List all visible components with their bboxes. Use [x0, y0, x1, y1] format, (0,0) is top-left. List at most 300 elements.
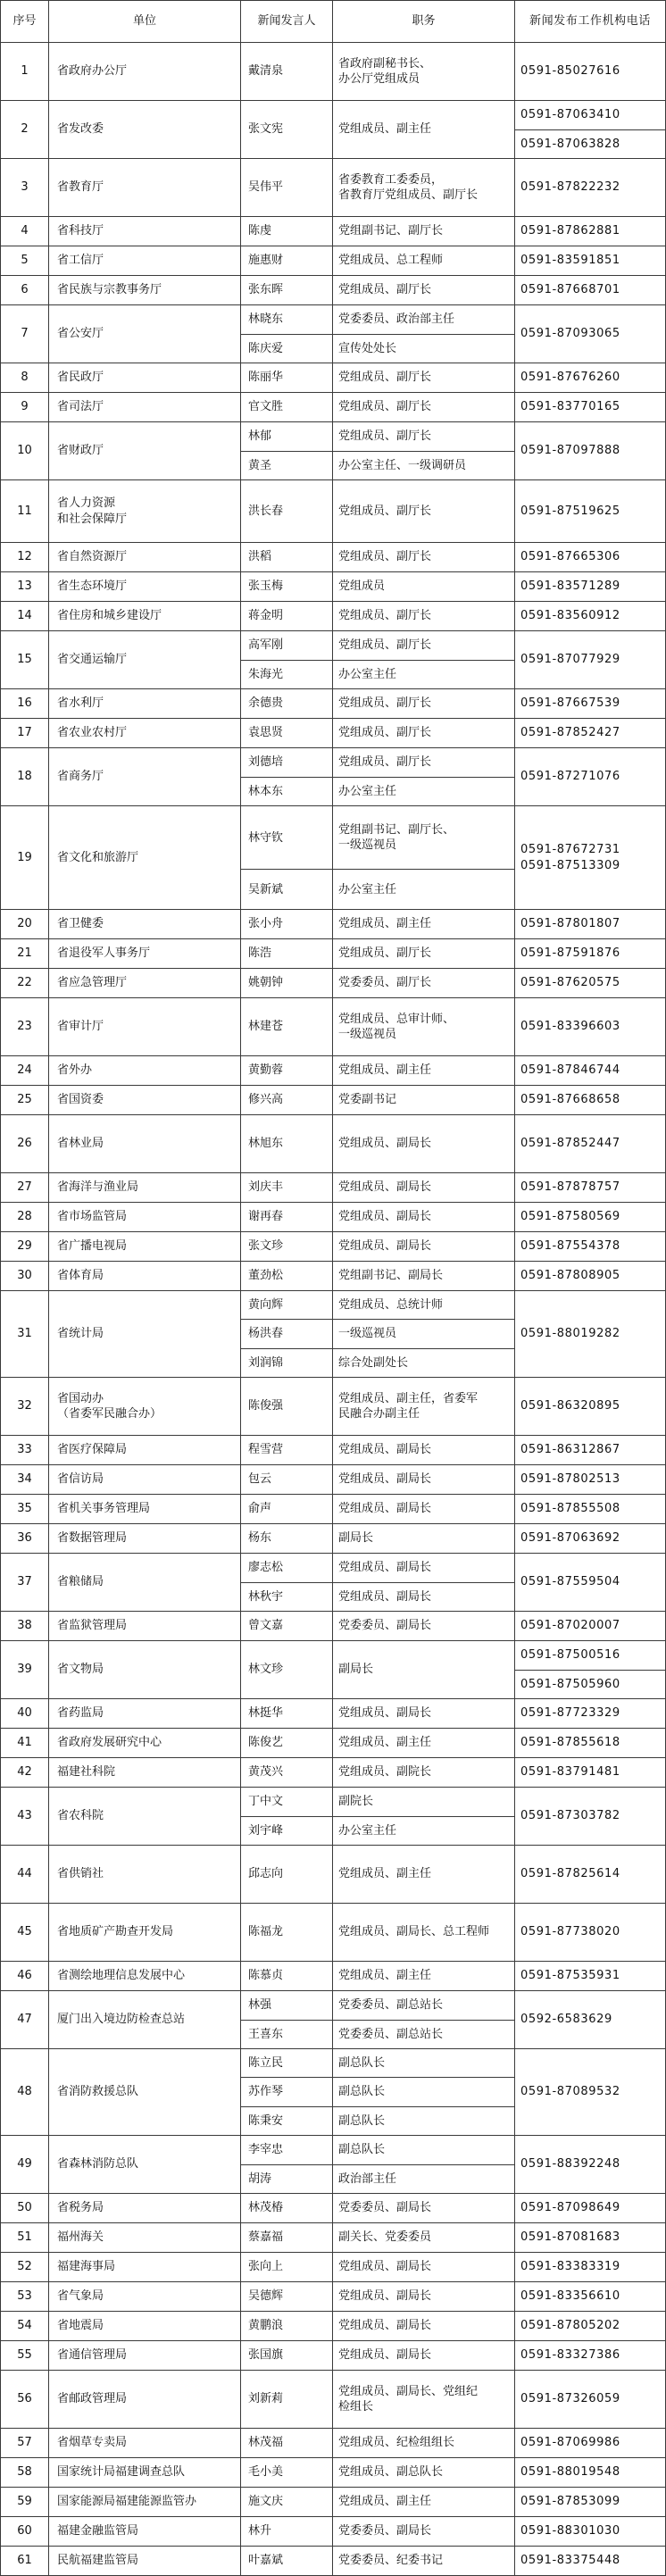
phone-number: 0591-87667539	[520, 696, 620, 711]
spokesperson-group	[241, 1554, 515, 1612]
spokesperson-name-cell	[241, 1524, 333, 1554]
unit-cell	[49, 363, 241, 393]
spokesperson-name: 陈慕贞	[248, 1969, 284, 1983]
spokesperson-name: 程雪营	[248, 1443, 284, 1457]
position-cell	[333, 1758, 515, 1788]
phone-number: 0591-87723329	[520, 1706, 620, 1721]
unit-name: 省机关事务管理局	[57, 1502, 151, 1516]
spokesperson-name-cell	[241, 276, 333, 305]
phone-number-block	[520, 696, 620, 711]
position-text: 党委委员、副局长	[338, 2524, 432, 2538]
phone-number: 0591-87500516	[520, 1648, 620, 1663]
spokesperson-group	[241, 1641, 515, 1699]
unit-name: 省消防救援总队	[57, 2085, 139, 2099]
table-row	[0, 246, 666, 276]
spokesperson-group	[241, 1904, 515, 1962]
phone-cell	[515, 2136, 666, 2194]
spokesperson-name-cell	[241, 661, 333, 690]
unit-cell	[49, 1378, 241, 1436]
row-number-cell	[0, 1115, 49, 1173]
unit-cell	[49, 480, 241, 543]
row-number: 45	[17, 1925, 32, 1939]
unit-cell	[49, 246, 241, 276]
spokesperson-name-cell	[241, 2458, 333, 2488]
position-text-block	[338, 1662, 373, 1677]
phone-number: 0591-87063828	[520, 137, 620, 151]
phone-group	[515, 1173, 666, 1203]
spokesperson-name-cell	[241, 1904, 333, 1962]
unit-name-block	[57, 725, 127, 740]
phone-group	[515, 1729, 666, 1758]
phone-number-block	[520, 769, 620, 784]
phone-number-block	[520, 1180, 620, 1195]
position-text: 党组成员、副主任	[338, 917, 432, 931]
unit-name-block	[57, 2012, 185, 2027]
position-cell	[333, 2488, 515, 2517]
row-number: 33	[17, 1443, 32, 1457]
unit-name: 省卫健委	[57, 917, 104, 931]
position-text: 副总队长	[338, 2085, 386, 2099]
unit-name-block	[57, 253, 104, 268]
header-unit: 单位	[49, 0, 241, 43]
phone-group	[515, 1262, 666, 1291]
row-number: 2	[21, 122, 29, 137]
phone-group	[515, 1904, 666, 1962]
spokesperson-entry	[241, 806, 515, 870]
unit-cell	[49, 1699, 241, 1729]
spokesperson-entry	[241, 2223, 515, 2253]
phone-number-block	[520, 1808, 620, 1823]
row-number-cell	[0, 2341, 49, 2371]
spokesperson-group	[241, 631, 515, 689]
unit-cell	[49, 689, 241, 719]
row-number-cell	[0, 1699, 49, 1729]
spokesperson-name-cell	[241, 1699, 333, 1729]
spokesperson-name-cell	[241, 719, 333, 748]
phone-number: 0591-87805202	[520, 2319, 620, 2333]
phone-number-block	[520, 370, 620, 385]
spokesperson-name-cell	[241, 363, 333, 393]
table-row	[0, 363, 666, 393]
spokesperson-name: 吴德辉	[248, 2289, 284, 2304]
unit-cell	[49, 1991, 241, 2049]
phone-cell	[515, 1991, 666, 2049]
row-number-cell	[0, 2488, 49, 2517]
row-number: 24	[17, 1063, 32, 1078]
spokesperson-entry	[241, 2194, 515, 2223]
unit-name-block	[57, 1180, 138, 1195]
position-text: 党组成员、纪检组组长	[338, 2436, 455, 2450]
row-number-cell	[0, 2049, 49, 2136]
phone-number: 0591-87855508	[520, 1502, 620, 1516]
position-text-block	[338, 725, 431, 740]
spokesperson-name: 刘新莉	[248, 2392, 284, 2406]
position-text-block	[338, 2084, 385, 2099]
row-number: 22	[17, 976, 32, 990]
spokesperson-entry	[241, 2312, 515, 2341]
unit-name: 省体育局	[57, 1269, 104, 1283]
position-cell	[333, 1320, 515, 1348]
phone-number: 0591-83375448	[520, 2554, 620, 2568]
phone-cell	[515, 1465, 666, 1495]
spokesperson-name-cell	[241, 393, 333, 422]
position-text-block	[338, 2113, 385, 2129]
spokesperson-group	[241, 2429, 515, 2458]
row-number: 35	[17, 1502, 32, 1516]
row-number-cell	[0, 543, 49, 572]
header-spokesperson: 新闻发言人	[241, 0, 333, 43]
position-cell	[333, 393, 515, 422]
spokesperson-name: 刘宇峰	[248, 1823, 284, 1838]
position-text-block	[338, 312, 454, 327]
phone-number: 0591-87505960	[520, 1677, 620, 1691]
phone-number-block	[520, 1530, 620, 1546]
unit-name: 省税务局	[57, 2201, 104, 2215]
unit-cell	[49, 1436, 241, 1465]
spokesperson-entry	[241, 1991, 515, 2021]
spokesperson-entry	[241, 1729, 515, 1758]
spokesperson-group	[241, 939, 515, 969]
spokesperson-name-cell	[241, 1436, 333, 1465]
phone-cell	[515, 1699, 666, 1729]
unit-cell	[49, 998, 241, 1056]
position-text-block	[338, 399, 431, 414]
unit-name-block	[57, 1808, 104, 1823]
phone-number: 0591-87668701	[520, 283, 620, 297]
unit-name-block	[57, 2391, 127, 2406]
position-text-block	[338, 1735, 431, 1750]
spokesperson-entry	[241, 719, 515, 748]
spokesperson-group	[241, 2547, 515, 2576]
phone-cell	[515, 543, 666, 572]
spokesperson-group	[241, 1378, 515, 1436]
position-cell	[333, 1846, 515, 1904]
position-text-block	[338, 1560, 431, 1575]
spokesperson-name: 林晓东	[248, 313, 284, 327]
position-text-block	[338, 1391, 478, 1421]
unit-name: 省数据管理局	[57, 1531, 128, 1546]
position-text-block	[338, 341, 396, 356]
spokesperson-group	[241, 1465, 515, 1495]
spokesperson-name-cell	[241, 452, 333, 481]
phone-cell	[515, 1436, 666, 1465]
position-text: 党组成员、副主任	[338, 1063, 432, 1078]
position-text: 党组成员、副厅长	[338, 726, 432, 740]
unit-name-block	[57, 2200, 104, 2215]
position-text: 党组成员、副厅长	[338, 283, 432, 297]
unit-cell	[49, 1056, 241, 1086]
spokesperson-group	[241, 2517, 515, 2547]
position-text: 省教育厅党组成员、副厅长	[338, 188, 479, 202]
spokesperson-entry	[241, 1817, 515, 1847]
table-row	[0, 998, 666, 1056]
unit-cell	[49, 2517, 241, 2547]
spokesperson-name: 陈立民	[248, 2056, 284, 2071]
phone-group	[515, 1232, 666, 1262]
unit-cell	[49, 393, 241, 422]
spokesperson-name: 林挺华	[248, 1706, 284, 1721]
phone-cell	[515, 1056, 666, 1086]
spokesperson-name-cell	[241, 246, 333, 276]
row-number-cell	[0, 276, 49, 305]
spokesperson-entry	[241, 1320, 515, 1348]
table-row	[0, 2547, 666, 2576]
spokesperson-name: 袁思贤	[248, 726, 284, 740]
phone-cell	[515, 1291, 666, 1378]
phone-number: 0591-87063692	[520, 1531, 620, 1546]
row-number: 42	[17, 1765, 32, 1780]
phone-number: 0591-87665306	[520, 550, 620, 564]
unit-name: 省政府办公厅	[57, 64, 128, 79]
position-text: 党组成员、总统计师	[338, 1298, 444, 1313]
unit-name: 省住房和城乡建设厅	[57, 609, 162, 623]
position-text: 政治部主任	[338, 2172, 397, 2186]
spokesperson-name: 林郁	[248, 429, 272, 444]
position-cell	[333, 2223, 515, 2253]
table-row	[0, 1554, 666, 1612]
spokesperson-group	[241, 2136, 515, 2194]
phone-number: 0591-83591851	[520, 254, 620, 268]
spokesperson-entry	[241, 1758, 515, 1788]
position-cell	[333, 1788, 515, 1817]
unit-name-block	[57, 2464, 185, 2480]
unit-name: 厦门出入境边防检查总站	[57, 2013, 186, 2027]
spokesperson-name-cell	[241, 1788, 333, 1817]
row-number-cell	[0, 1291, 49, 1378]
position-text-block	[338, 696, 431, 711]
position-text: 副局长	[338, 1531, 374, 1546]
row-number: 21	[17, 946, 32, 961]
spokesperson-group	[241, 393, 515, 422]
unit-cell	[49, 159, 241, 217]
spokesperson-entry	[241, 335, 515, 364]
phone-number: 0591-87559504	[520, 1575, 620, 1589]
row-number: 57	[17, 2436, 32, 2450]
phone-number-block	[520, 1268, 620, 1283]
position-text: 党组成员、副主任	[338, 122, 432, 137]
unit-name-block	[57, 1968, 185, 1983]
position-cell	[333, 2078, 515, 2106]
phone-group	[515, 363, 666, 393]
header-people-group	[241, 0, 515, 43]
spokesperson-name-cell	[241, 335, 333, 364]
spokesperson-entry	[241, 2021, 515, 2050]
row-number-cell	[0, 2223, 49, 2253]
spokesperson-name: 陈俊强	[248, 1399, 284, 1413]
position-text-block	[338, 946, 431, 961]
phone-cell	[515, 2341, 666, 2371]
spokesperson-group	[241, 159, 515, 217]
position-text-block	[338, 2172, 396, 2187]
position-cell	[333, 1729, 515, 1758]
spokesperson-name: 林秋宇	[248, 1589, 284, 1604]
phone-number: 0591-87802513	[520, 1472, 620, 1487]
phone-cell	[515, 480, 666, 543]
position-text-block	[338, 172, 478, 203]
spokesperson-name-cell	[241, 998, 333, 1056]
unit-name: 省水利厅	[57, 696, 104, 711]
row-number-cell	[0, 1173, 49, 1203]
row-number: 20	[17, 917, 32, 931]
phone-number: 0591-88301030	[520, 2524, 620, 2538]
position-text: 党委委员、副厅长	[338, 976, 432, 990]
position-text: 党组成员、副厅长	[338, 755, 432, 770]
unit-name: 福建海事局	[57, 2260, 116, 2274]
spokesperson-group	[241, 969, 515, 998]
phone-number: 0591-87077929	[520, 653, 620, 667]
row-number: 52	[17, 2260, 32, 2274]
position-text: 办公室主任	[338, 784, 397, 798]
table-row	[0, 2253, 666, 2282]
spokesperson-entry	[241, 2488, 515, 2517]
table-body	[0, 43, 666, 2576]
spokesperson-entry	[241, 1699, 515, 1729]
spokesperson-entry	[241, 101, 515, 159]
unit-name-block	[57, 549, 127, 564]
position-cell	[333, 1641, 515, 1699]
table-row	[0, 422, 666, 480]
position-text-block	[338, 2494, 431, 2509]
row-number: 27	[17, 1180, 32, 1195]
row-number: 1	[21, 64, 29, 79]
unit-cell	[49, 572, 241, 602]
position-text-block	[338, 916, 431, 931]
spokesperson-name-cell	[241, 2223, 333, 2253]
position-text: 党组成员、副主任，省委军	[338, 1391, 479, 1405]
phone-cell	[515, 2458, 666, 2488]
position-text-block	[338, 2200, 431, 2215]
spokesperson-name-cell	[241, 1554, 333, 1583]
table-row	[0, 393, 666, 422]
phone-group	[515, 1115, 666, 1173]
phone-number: 0591-88019548	[520, 2465, 620, 2480]
phone-number-block	[520, 504, 620, 519]
position-text: 党组成员、副局长	[338, 2348, 432, 2363]
phone-group	[515, 422, 666, 480]
row-number-cell	[0, 1846, 49, 1904]
spokesperson-group	[241, 1086, 515, 1115]
table-row	[0, 1232, 666, 1262]
unit-name: 省邮政管理局	[57, 2392, 128, 2406]
position-cell	[333, 1115, 515, 1173]
phone-cell	[515, 2253, 666, 2282]
unit-name-block	[57, 121, 104, 137]
phone-group	[515, 1203, 666, 1232]
row-number-cell	[0, 719, 49, 748]
unit-cell	[49, 969, 241, 998]
row-number-cell	[0, 1203, 49, 1232]
spokesperson-name: 杨东	[248, 1531, 272, 1546]
phone-cell	[515, 969, 666, 998]
phone-number: 0591-87853099	[520, 2495, 620, 2509]
table-row	[0, 2049, 666, 2136]
phone-cell	[515, 1641, 666, 1671]
unit-cell	[49, 1086, 241, 1115]
position-text-block	[338, 458, 466, 473]
phone-group	[515, 1612, 666, 1641]
row-number: 48	[17, 2085, 32, 2099]
table-row	[0, 969, 666, 998]
position-text-block	[338, 1471, 431, 1487]
row-number: 41	[17, 1736, 32, 1750]
phone-cell	[515, 2194, 666, 2223]
row-number: 55	[17, 2348, 32, 2363]
phone-cell	[515, 246, 666, 276]
unit-name-block	[57, 1136, 104, 1151]
spokesperson-group	[241, 1056, 515, 1086]
unit-name-block	[57, 2347, 127, 2363]
unit-cell	[49, 2371, 241, 2429]
spokesperson-entry	[241, 1262, 515, 1291]
position-cell	[333, 2049, 515, 2078]
phone-group	[515, 2253, 666, 2282]
table-row	[0, 305, 666, 363]
phone-group	[515, 480, 666, 543]
spokesperson-group	[241, 2312, 515, 2341]
table-row	[0, 1086, 666, 1115]
spokesperson-group	[241, 1788, 515, 1846]
spokesperson-name: 陈俊艺	[248, 1736, 284, 1750]
row-number-cell	[0, 217, 49, 246]
spokesperson-name: 包云	[248, 1472, 272, 1487]
phone-group	[515, 1524, 666, 1554]
phone-group	[515, 2136, 666, 2194]
table-row	[0, 1729, 666, 1758]
row-number: 61	[17, 2554, 32, 2568]
phone-group	[515, 2223, 666, 2253]
row-number: 39	[17, 1663, 32, 1677]
spokesperson-name: 高军刚	[248, 638, 284, 653]
table-row	[0, 2194, 666, 2223]
position-text: 副关长、党委委员	[338, 2230, 432, 2245]
spokesperson-name-cell	[241, 1612, 333, 1641]
position-cell	[333, 1904, 515, 1962]
phone-group	[515, 719, 666, 748]
position-text: 党组成员、副局长	[338, 2319, 432, 2333]
table-row	[0, 217, 666, 246]
row-number-cell	[0, 602, 49, 631]
table-row	[0, 43, 666, 101]
phone-group	[515, 2049, 666, 2136]
spokesperson-entry	[241, 276, 515, 305]
position-cell	[333, 159, 515, 217]
phone-group	[515, 2371, 666, 2429]
phone-cell	[515, 1846, 666, 1904]
spokesperson-name: 黄勤蓉	[248, 1063, 284, 1078]
position-text-block	[338, 2259, 431, 2274]
spokesperson-name-cell	[241, 1173, 333, 1203]
unit-name: 省森林消防总队	[57, 2157, 139, 2172]
phone-number: 0591-87097888	[520, 444, 620, 458]
phone-cell	[515, 1671, 666, 1700]
position-text-block	[338, 2318, 431, 2333]
spokesperson-name-cell	[241, 2021, 333, 2050]
spokesperson-name-cell	[241, 1115, 333, 1173]
spokesperson-name: 林强	[248, 1998, 272, 2013]
phone-group	[515, 2517, 666, 2547]
position-text: 党组副书记、副厅长、	[338, 823, 455, 838]
position-text: 党组成员、副厅长	[338, 550, 432, 564]
table-row	[0, 748, 666, 806]
position-cell	[333, 1524, 515, 1554]
spokesperson-group	[241, 748, 515, 806]
spokesperson-group	[241, 1699, 515, 1729]
spokesperson-name-cell	[241, 1203, 333, 1232]
row-number-cell	[0, 2312, 49, 2341]
row-number-cell	[0, 1758, 49, 1788]
row-number: 53	[17, 2289, 32, 2304]
spokesperson-name-cell	[241, 2488, 333, 2517]
